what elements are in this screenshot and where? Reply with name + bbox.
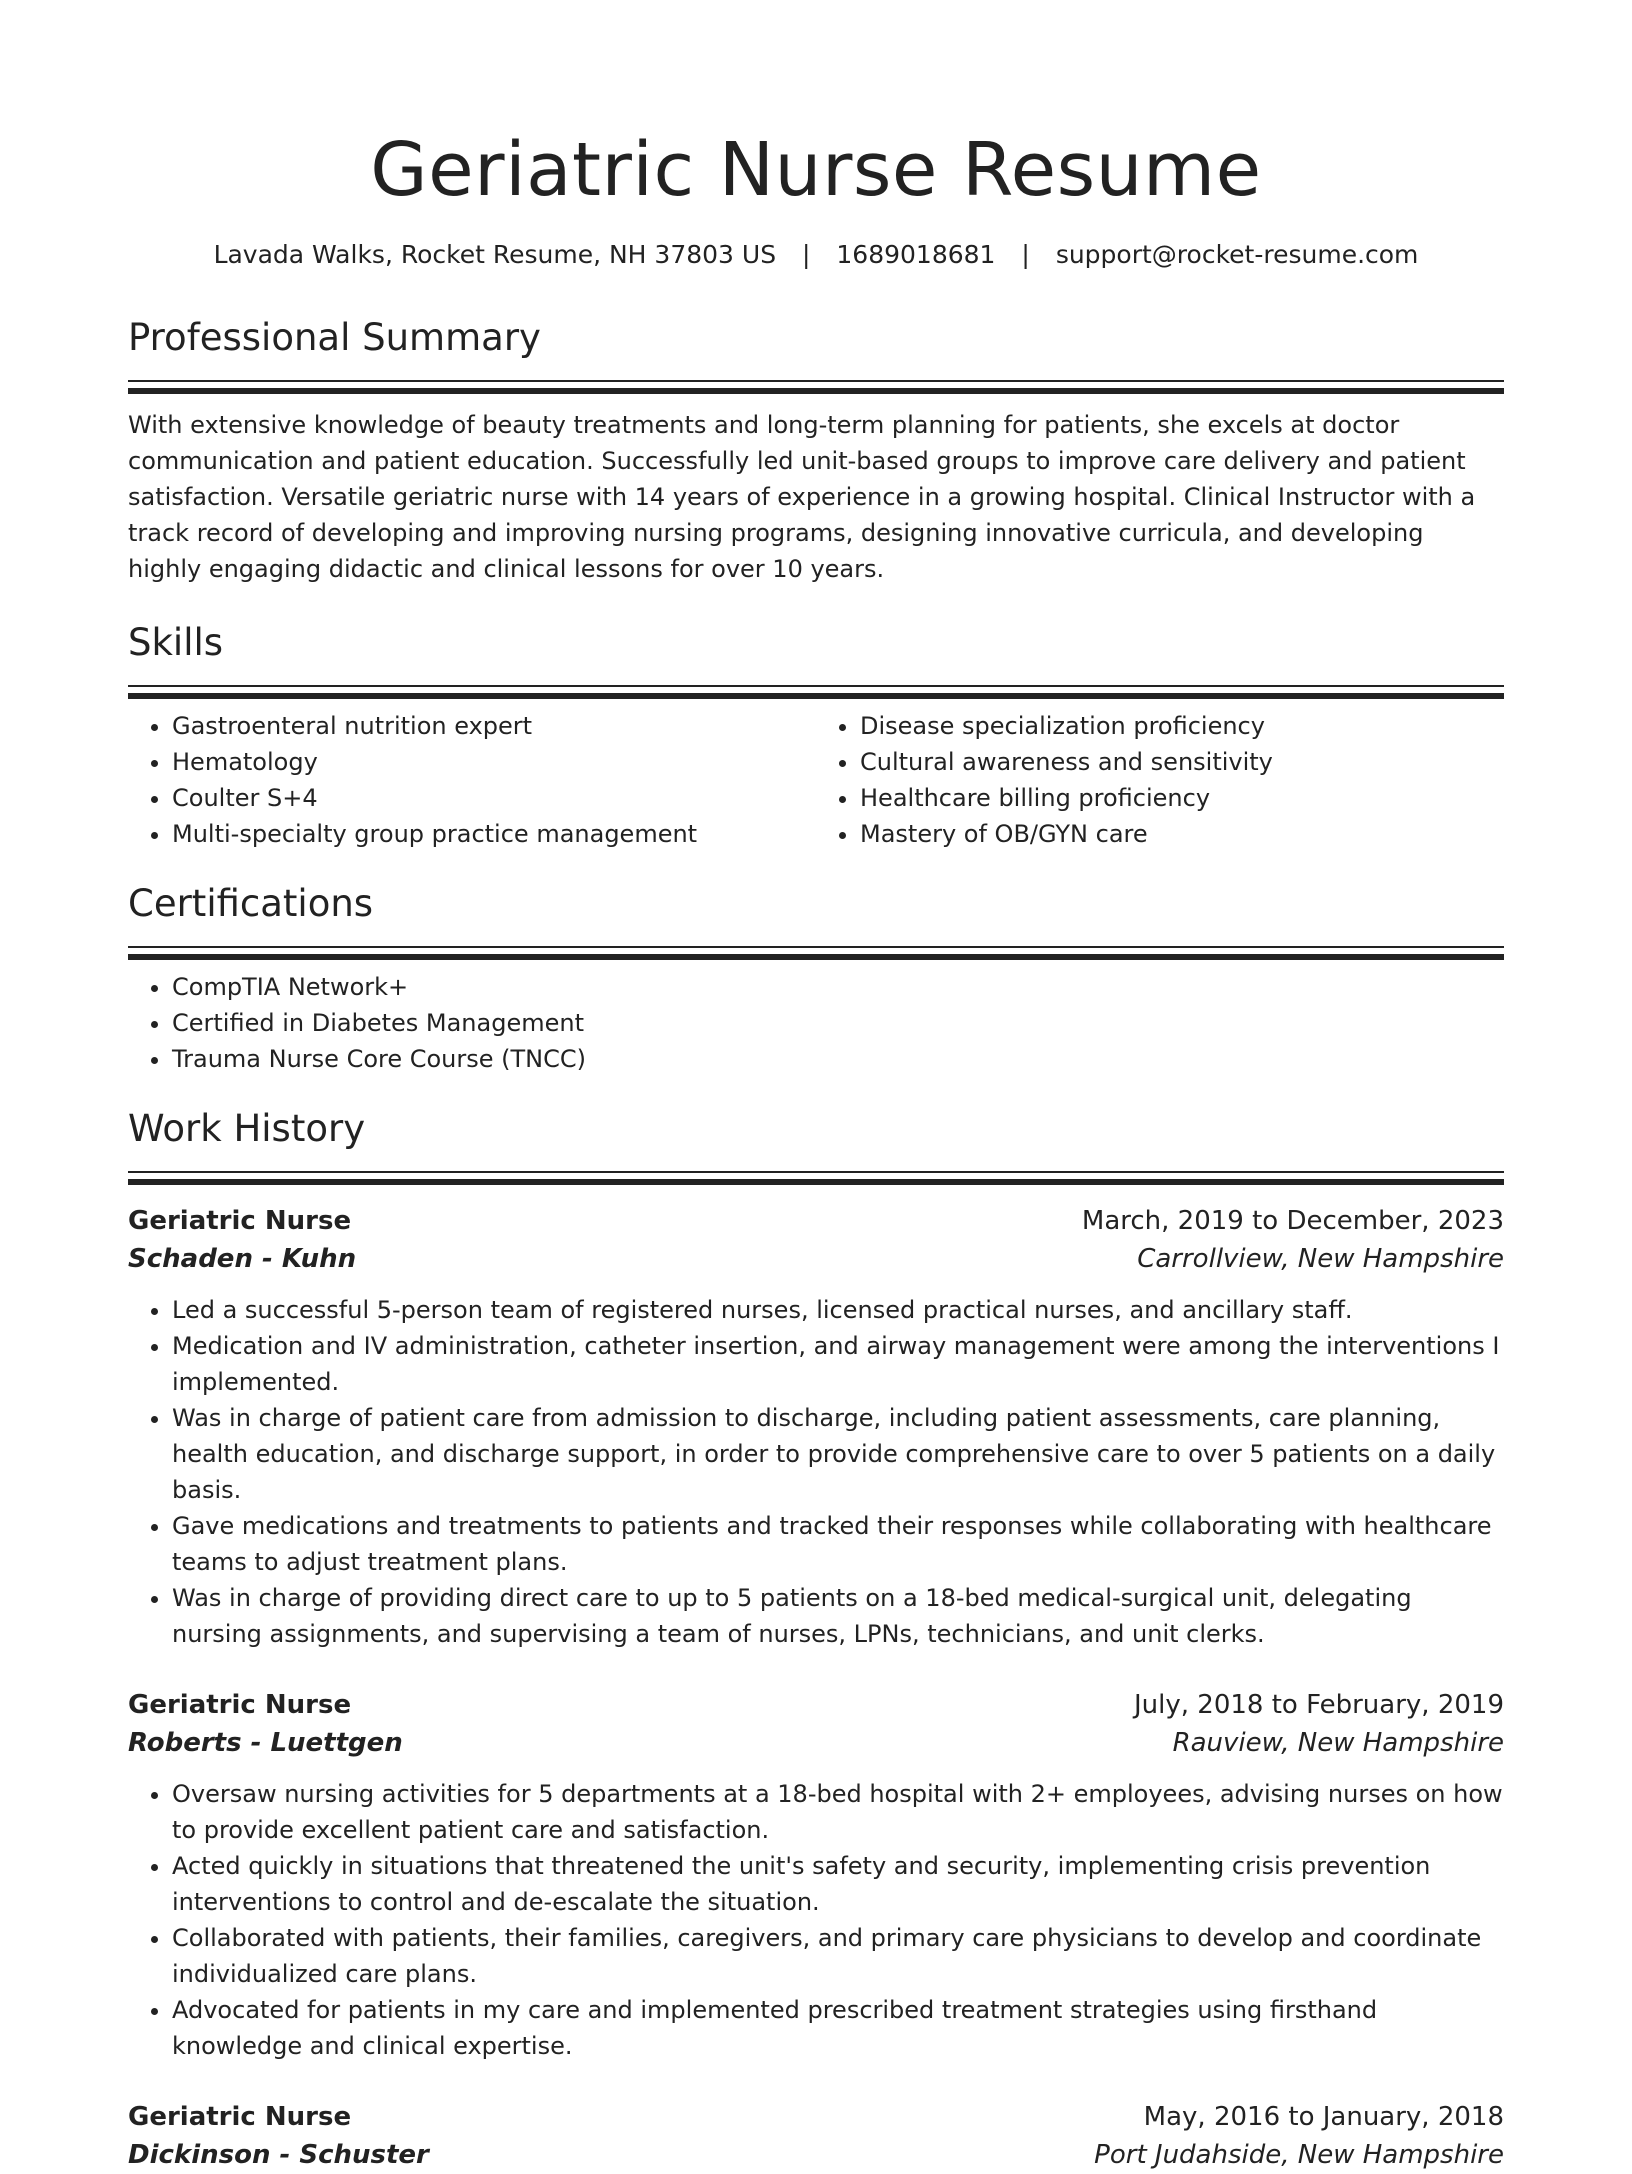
skills-section [128,619,1504,852]
certification-item: • Trauma Nurse Core Course (TNCC) [172,1041,1504,1077]
job-title: Geriatric Nurse [128,1690,352,1720]
summary-text: With extensive knowledge of beauty treatments and long-term planning for patients, she excels at doctor communication and patient education. Successfully led unit-based groups to improve care delivery and patient satisfaction. Versatile geriatric nurse with 14 years of experience in a growing hospital. Clinical Instructor with a track record of developing and improving nursing programs, designing innovative curricula, and developing highly engaging didactic and clinical lessons for over 10 years. [128,411,1476,583]
certifications-section [128,880,1504,1077]
skills-heading: Skills [128,621,224,664]
job-entry [128,1202,1504,1652]
job-bullets [128,1776,1504,2064]
job-bullet: • Acted quickly in situations that threatened the unit's safety and security, implementing crisis prevention interventions to control and de-escalate the situation. [172,1848,1504,1920]
job-title: Geriatric Nurse [128,1206,352,1236]
skills-columns [128,708,1504,852]
job-dates: July, 2018 to February, 2019 [1134,1690,1504,1720]
skills-list-left [128,708,816,852]
summary-heading: Professional Summary [128,316,541,359]
job-bullet: • Oversaw nursing activities for 5 departments at a 18-bed hospital with 2+ employees, advising nurses on how to provide excellent patient care and satisfaction. [172,1776,1504,1848]
certification-item: • CompTIA Network+ [172,969,1504,1005]
job-bullet: • Collaborated with patients, their families, caregivers, and primary care physicians to develop and coordinate individualized care plans. [172,1920,1504,1992]
job-dates: May, 2016 to January, 2018 [1143,2102,1504,2132]
section-divider [128,946,1504,959]
work-history-heading: Work History [128,1107,366,1150]
skill-item: • Gastroenteral nutrition expert [172,708,816,744]
job-company: Dickinson - Schuster [128,2140,429,2170]
skill-item: • Hematology [172,744,816,780]
job-location: Carrollview, New Hampshire [1137,1244,1504,1274]
skill-item: • Cultural awareness and sensitivity [860,744,1504,780]
job-entry [128,1686,1504,2064]
contact-email: support@rocket-resume.com [1055,240,1419,269]
job-bullet: • Gave medications and treatments to patients and tracked their responses while collaborating with healthcare teams to adjust treatment plans. [172,1508,1504,1580]
skill-item: • Disease specialization proficiency [860,708,1504,744]
section-divider [128,1171,1504,1184]
contact-separator: | [1021,240,1030,269]
skill-item: • Healthcare billing proficiency [860,780,1504,816]
contact-address: Lavada Walks, Rocket Resume, NH 37803 US [213,240,777,269]
job-bullet: • Was in charge of providing direct care to up to 5 patients on a 18-bed medical-surgical unit, delegating nursing assignments, and supervising a team of nurses, LPNs, technicians, and unit clerks. [172,1580,1504,1652]
resume-title: Geriatric Nurse Resume [370,127,1262,213]
summary-section [128,314,1504,587]
skill-item: • Mastery of OB/GYN care [860,816,1504,852]
certifications-list [128,969,1504,1077]
job-entry [128,2098,1504,2174]
job-location: Port Judahside, New Hampshire [1094,2140,1504,2170]
job-bullet: • Was in charge of patient care from admission to discharge, including patient assessments, care planning, health education, and discharge support, in order to provide comprehensive care to over 5 patients on a daily basis. [172,1400,1504,1508]
contact-phone: 1689018681 [836,240,996,269]
job-bullet: • Advocated for patients in my care and implemented prescribed treatment strategies using firsthand knowledge and clinical expertise. [172,1992,1504,2064]
contact-separator: | [802,240,811,269]
contact-line [128,238,1504,272]
job-bullet: • Medication and IV administration, catheter insertion, and airway management were among the interventions I implemented. [172,1328,1504,1400]
job-company: Schaden - Kuhn [128,1244,357,1274]
skill-item: • Multi-specialty group practice management [172,816,816,852]
certifications-heading: Certifications [128,882,374,925]
work-history-section [128,1105,1504,2174]
job-bullets [128,1292,1504,1652]
skill-item: • Coulter S+4 [172,780,816,816]
job-company: Roberts - Luettgen [128,1728,403,1758]
job-location: Rauview, New Hampshire [1172,1728,1504,1758]
job-dates: March, 2019 to December, 2023 [1081,1206,1504,1236]
section-divider [128,685,1504,698]
certification-item: • Certified in Diabetes Management [172,1005,1504,1041]
job-title: Geriatric Nurse [128,2102,352,2132]
job-bullet: • Led a successful 5-person team of registered nurses, licensed practical nurses, and ancillary staff. [172,1292,1504,1328]
section-divider [128,380,1504,393]
skills-list-right [816,708,1504,852]
